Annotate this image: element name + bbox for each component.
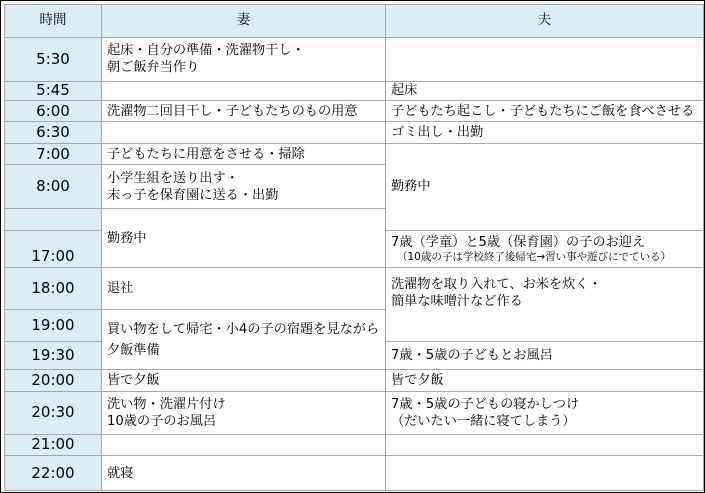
table-row [5, 456, 704, 491]
header-husband: 夫 [386, 5, 704, 38]
time-cell: 17:00 [5, 230, 102, 268]
husband-text-line: 簡単な味噌汁など作る [391, 294, 523, 310]
husband-cell [386, 391, 704, 434]
husband-text-line: 7歳・5歳の子どもの寝かしつけ [391, 396, 580, 412]
wife-text-line: 起床・自分の準備・洗濯物干し・ [107, 43, 305, 59]
wife-cell: 洗濯物二回目干し・子どもたちのもの用意 [102, 100, 386, 121]
time-cell: 5:30 [5, 37, 102, 81]
wife-text-line: 洗い物・洗濯片付け [107, 396, 226, 412]
time-cell: 19:00 [5, 310, 102, 342]
table-row [5, 268, 704, 310]
wife-text-line: 小学生組を送り出す・ [107, 170, 239, 186]
time-cell: 8:00 [5, 165, 102, 209]
table-row [5, 37, 704, 81]
wife-cell: 就寝 [102, 456, 386, 491]
header-row [5, 5, 704, 38]
wife-text-line: 末っ子を保育園に送る・出勤 [107, 187, 279, 203]
wife-cell: 退社 [102, 268, 386, 310]
table-row [5, 391, 704, 434]
table-row [5, 81, 704, 100]
time-cell: 22:00 [5, 456, 102, 491]
time-cell: 5:45 [5, 81, 102, 100]
wife-text-line: 朝ご飯弁当作り [107, 60, 200, 76]
time-cell: 20:30 [5, 391, 102, 434]
wife-cell [102, 310, 386, 370]
wife-cell: 皆で夕飯 [102, 370, 386, 391]
schedule-table [4, 4, 704, 491]
wife-cell: 勤務中 [102, 209, 386, 268]
husband-note: （10歳の子は学校終了後帰宅→習い事や遊びにでている） [397, 250, 672, 263]
wife-cell [102, 37, 386, 81]
table-row [5, 143, 704, 164]
wife-cell [102, 122, 386, 143]
time-cell: 6:30 [5, 122, 102, 143]
husband-cell [386, 268, 704, 342]
time-cell: 7:00 [5, 143, 102, 164]
husband-cell: 勤務中 [386, 143, 704, 230]
husband-cell: 皆で夕飯 [386, 370, 704, 391]
husband-cell: 7歳・5歳の子どもとお風呂 [386, 341, 704, 370]
header-wife: 妻 [102, 5, 386, 38]
time-cell: 21:00 [5, 434, 102, 455]
time-cell: 18:00 [5, 268, 102, 310]
table-row [5, 100, 704, 121]
husband-cell [386, 434, 704, 455]
wife-cell: 子どもたちに用意をさせる・掃除 [102, 143, 386, 164]
wife-cell [102, 81, 386, 100]
husband-cell: ゴミ出し・出勤 [386, 122, 704, 143]
table-row [5, 434, 704, 455]
time-cell [5, 209, 102, 230]
husband-cell [386, 230, 704, 268]
husband-text-line: 7歳（学童）と5歳（保育園）の子のお迎え [391, 234, 646, 250]
time-cell: 6:00 [5, 100, 102, 121]
wife-text-line: 夕飯準備 [107, 342, 160, 358]
wife-cell [102, 434, 386, 455]
husband-cell: 起床 [386, 81, 704, 100]
time-cell: 20:00 [5, 370, 102, 391]
husband-text-line: （だいたい一緒に寝てしまう） [391, 413, 576, 429]
table-row [5, 122, 704, 143]
table-row [5, 370, 704, 391]
wife-text-line: 10歳の子のお風呂 [107, 413, 217, 429]
husband-cell: 子どもたち起こし・子どもたちにご飯を食べさせる [386, 100, 704, 121]
wife-text-line: 買い物をして帰宅・小4の子の宿題を見ながら [107, 321, 380, 337]
wife-cell [102, 165, 386, 209]
husband-cell [386, 37, 704, 81]
header-time: 時間 [5, 5, 102, 38]
time-cell: 19:30 [5, 341, 102, 370]
wife-cell [102, 391, 386, 434]
husband-cell [386, 456, 704, 491]
husband-text-line: 洗濯物を取り入れて、お米を炊く・ [391, 277, 602, 293]
